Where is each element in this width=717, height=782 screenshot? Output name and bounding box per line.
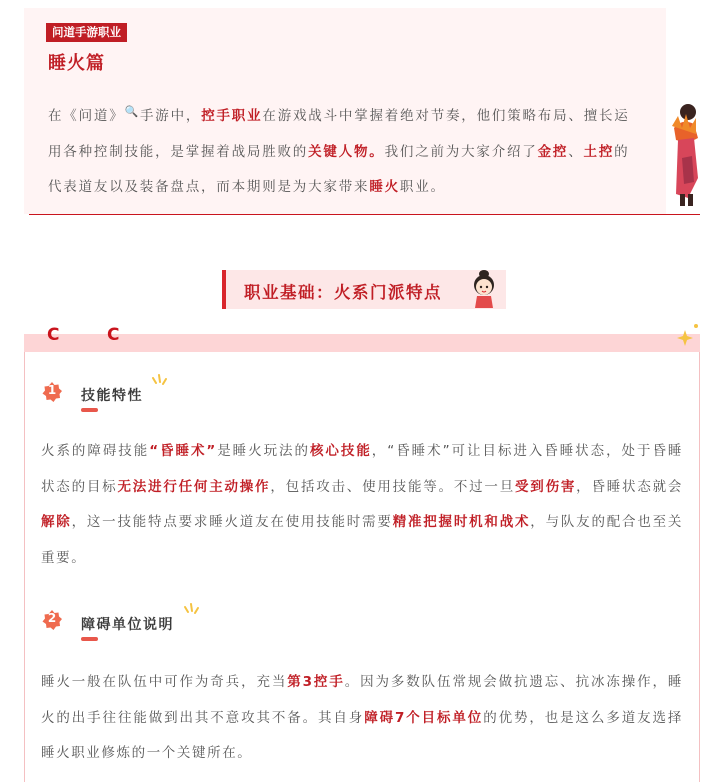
highlight-text: 控手职业: [201, 108, 263, 124]
body-text: ，这一技能特点要求睡火道友在使用技能时需要: [71, 514, 393, 530]
highlight-text: 无法进行任何主动操作: [117, 478, 271, 495]
number-badge-label: 1: [47, 383, 57, 397]
body-text: 手游中，: [140, 108, 202, 124]
body-text: 职业。: [399, 179, 446, 195]
body-text: ，“昏睡术”可让目标进入昏睡状态，处于昏睡状态的目标: [41, 443, 683, 495]
feature-paragraph: [41, 434, 683, 576]
highlight-text: 睡火: [369, 179, 400, 195]
body-text: ，昏睡状态就会: [576, 478, 684, 495]
body-text: ，包括攻击、使用技能等。不过一旦: [270, 478, 515, 495]
body-text: 火系的障碍技能: [41, 443, 150, 459]
body-text: 、: [568, 143, 584, 160]
rays-icon: [182, 603, 202, 619]
highlight-text: 核心技能: [309, 443, 372, 459]
body-text: 在游戏战斗中掌握着绝对节奏，他们策略布局、擅长运用各种控制技能，是掌握着战局胜败的: [48, 108, 630, 160]
body-text: 的优势，也是这么多道友选择睡火职业修炼的一个关键所在。: [41, 709, 683, 761]
character-figure-image: [668, 98, 700, 210]
title-underline: [81, 637, 98, 641]
section-title: 职业基础：火系门派特点: [244, 283, 442, 302]
highlight-text: 土控: [583, 143, 615, 160]
body-text: 。因为多数队伍常规会做抗遗忘、抗冰冻操作，睡火的出手往往能做到出其不意攻其不备。其自身: [41, 674, 684, 726]
intro-paragraph: [48, 94, 643, 206]
decor-letter: C: [107, 325, 120, 345]
feature-title: 技能特性: [81, 388, 143, 404]
highlight-text: 金控: [537, 143, 569, 160]
body-text: 我们之前为大家介绍了: [384, 143, 538, 160]
highlight-text: 障碍7个目标单位: [364, 709, 484, 726]
highlight-text: 第3控手: [287, 674, 345, 690]
highlight-text: “昏睡术”: [149, 443, 217, 459]
body-text: 在《问道》: [48, 108, 125, 124]
sparkle-icon: [674, 322, 700, 348]
highlight-text: 精准把握时机和战术: [392, 514, 531, 530]
feature-paragraph: [41, 665, 683, 772]
divider-line: [29, 214, 700, 215]
title-underline: [81, 408, 98, 412]
cartoon-girl-icon: [470, 268, 498, 308]
highlight-text: 关键人物。: [308, 143, 385, 160]
body-text: 睡火一般在队伍中可作为奇兵，充当: [41, 674, 288, 690]
body-text: 是睡火玩法的: [216, 443, 310, 459]
card-header-band: [24, 334, 700, 352]
search-icon: 🔍: [124, 105, 140, 118]
category-tag: 问道手游职业: [46, 23, 127, 42]
decor-letter: C: [47, 325, 60, 345]
page-title: 睡火篇: [48, 53, 105, 74]
rays-icon: [150, 374, 170, 390]
number-badge-label: 2: [47, 611, 57, 625]
feature-title: 障碍单位说明: [81, 617, 174, 633]
body-text: ，与队友的配合也至关重要。: [41, 514, 684, 566]
highlight-text: 解除: [41, 514, 72, 530]
highlight-text: 受到伤害: [515, 478, 577, 495]
body-text: 的代表道友以及装备盘点，而本期则是为大家带来: [48, 143, 630, 195]
